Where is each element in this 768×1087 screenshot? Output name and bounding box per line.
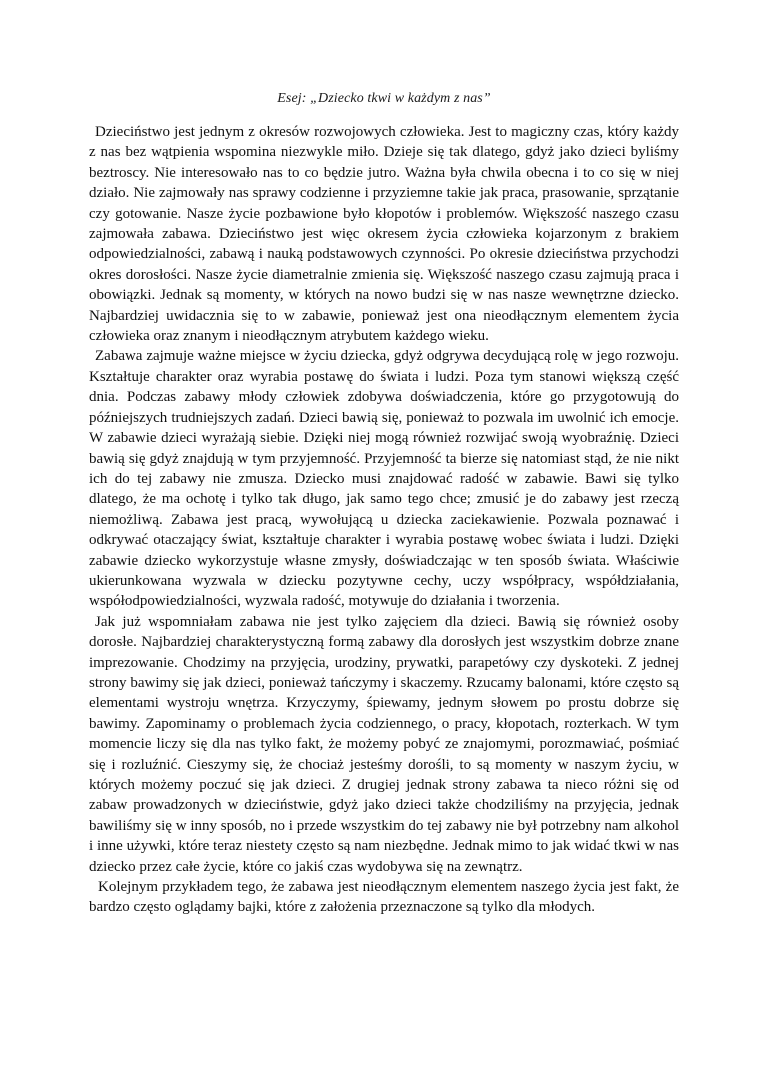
essay-body — [89, 122, 679, 918]
paragraph-1: Dzieciństwo jest jednym z okresów rozwojowych człowieka. Jest to magiczny czas, który każdy z nas bez wątpienia wspomina niezwykle miło. Dzieje się tak dlatego, gdyż jako dzieci byliśmy beztroscy. Nie interesowało nas to co będzie jutro. Ważna była chwila obecna i to co się w niej działo. Nie zajmowały nas sprawy codzienne i przyziemne takie jak praca, prasowanie, sprzątanie czy gotowanie. Nasze życie pozbawione było kłopotów i problemów. Większość naszego czasu zajmowała zabawa. Dzieciństwo jest więc okresem życia człowieka kojarzonym z brakiem odpowiedzialności, zabawą i nauką podstawowych czynności. Po okresie dzieciństwa przychodzi okres dorosłości. Nasze życie diametralnie zmienia się. Większość naszego czasu zajmują praca i obowiązki. Jednak są momenty, w których na nowo budzi się w nas nasze wewnętrzne dziecko. Najbardziej uwidacznia się to w zabawie, ponieważ jest ona nieodłącznym elementem życia człowieka oraz znanym i nieodłącznym atrybutem każdego wieku. — [89, 124, 679, 345]
essay-title: Esej: „Dziecko tkwi w każdym z nas” — [277, 91, 491, 106]
paragraph-3: Jak już wspomniałam zabawa nie jest tylko zajęciem dla dzieci. Bawią się również osoby dorosłe. Najbardziej charakterystyczną formą zabawy dla dorosłych jest wszystkim dobrze znane imprezowanie. Chodzimy na przyjęcia, urodziny, prywatki, parapetówy czy dyskoteki. Z jednej strony bawimy się jak dzieci, ponieważ tańczymy i skaczemy. Rzucamy balonami, które często są elementami wystroju wnętrza. Krzyczymy, śpiewamy, jednym słowem po prostu dobrze się bawimy. Zapominamy o problemach życia codziennego, o pracy, kłopotach, rozterkach. W tym momencie liczy się dla nas tylko fakt, że możemy pobyć ze znajomymi, porozmawiać, pośmiać się i rozluźnić. Cieszymy się, że chociaż jesteśmy dorośli, to są momenty w naszym życiu, w których możemy poczuć się jak dzieci. Z drugiej jednak strony zabawa ta nieco różni się od zabaw prowadzonych w dzieciństwie, gdyż jako dzieci także chodziliśmy na przyjęcia, jednak bawiliśmy się w inny sposób, no i przede wszystkim do tej zabawy nie był potrzebny nam alkohol i inne używki, które teraz niestety często są nam niezbędne. Jednak mimo to jak widać tkwi w nas dziecko przez całe życie, które co jakiś czas wydobywa się na zewnątrz. — [89, 613, 679, 875]
paragraph-2: Zabawa zajmuje ważne miejsce w życiu dziecka, gdyż odgrywa decydującą rolę w jego rozwoju. Kształtuje charakter oraz wyrabia postawę do świata i ludzi. Poza tym stanowi większą część dnia. Podczas zabawy młody człowiek zdobywa doświadczenia, które go przygotowują do późniejszych trudniejszych zadań. Dzieci bawią się, ponieważ to pozwala im uwolnić ich emocje. W zabawie dzieci wyrażają siebie. Dzięki niej mogą również rozwijać swoją wyobraźnię. Dzieci bawią się gdyż znajdują w tym przyjemność. Przyjemność ta bierze się natomiast stąd, że nie nikt ich do tej zabawy nie zmusza. Dziecko musi znajdować radość w zabawie. Bawi się tylko dlatego, że ma ochotę i tylko tak długo, jak samo tego chce; zmusić je do zabawy jest rzeczą niemożliwą. Zabawa jest pracą, wywołującą u dziecka zaciekawienie. Pozwala poznawać i odkrywać otaczający świat, kształtuje charakter i wyrabia postawę wobec świata i ludzi. Dzięki zabawie dziecko wykorzystuje własne zmysły, doświadczając w ten sposób świata. Właściwie ukierunkowana wyzwala w dziecku pozytywne cechy, uczy współpracy, współdziałania, współodpowiedzialności, wyzwala radość, motywuje do działania i tworzenia. — [89, 348, 679, 610]
paragraph-4: Kolejnym przykładem tego, że zabawa jest nieodłącznym elementem naszego życia jest fakt, że bardzo często oglądamy bajki, które z założenia przeznaczone są tylko dla młodych. — [89, 879, 679, 916]
